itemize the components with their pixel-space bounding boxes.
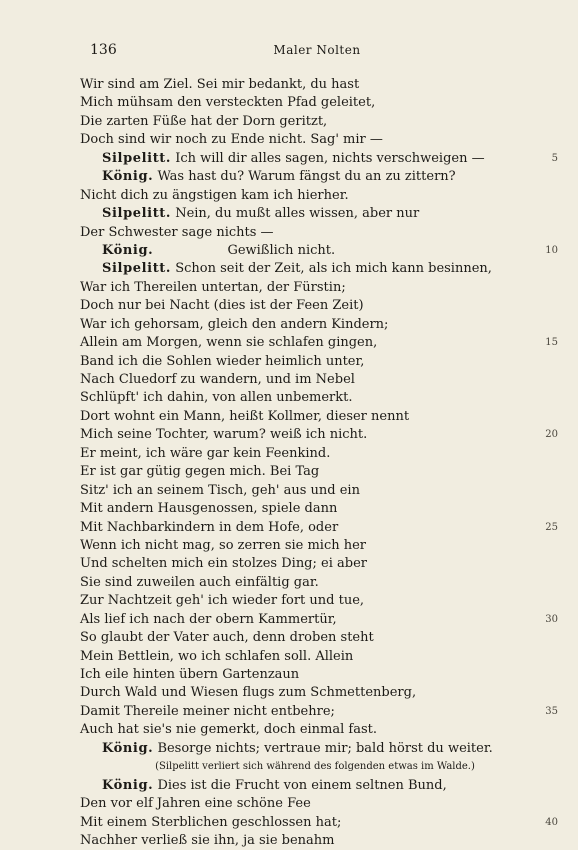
stage-direction-text: (Silpelitt verliert sich während des folgenden etwas im Walde.) — [155, 761, 475, 773]
line-number: 35 — [545, 705, 558, 717]
verse-line — [80, 371, 550, 389]
verse-text-content: So glaubt der Vater auch, denn droben steht — [80, 630, 374, 646]
verse-text-content: Schlüpft' ich dahin, von allen unbemerkt. — [80, 390, 353, 406]
verse-text-content: Mit andern Hausgenossen, spiele dann — [80, 501, 338, 517]
verse-text-content: Wir sind am Ziel. Sei mir bedankt, du hast — [80, 77, 360, 92]
verse-line — [80, 334, 558, 352]
verse-text-content: Dort wohnt ein Mann, heißt Kollmer, dieser nennt — [80, 408, 410, 424]
verse-text-content: Allein am Morgen, wenn sie schlafen gingen, — [80, 335, 378, 351]
speaker-name: König. — [102, 740, 154, 756]
verse-line — [80, 426, 558, 444]
running-title: Maler Nolten — [273, 43, 361, 57]
verse-line — [80, 76, 550, 94]
verse-text-content: Die zarten Füße hat der Dorn geritzt, — [80, 113, 328, 129]
verse-line — [80, 519, 558, 537]
verse-line — [80, 260, 550, 278]
verse-line — [80, 482, 550, 500]
verse-text-content: Wenn ich nicht mag, so zerren sie mich her — [80, 537, 367, 553]
verse-line — [80, 500, 550, 518]
verse-text-content: Mein Bettlein, wo ich schlafen soll. Allein — [80, 648, 354, 664]
verse-line — [80, 94, 550, 112]
verse-text-content: Doch nur bei Nacht (dies ist der Feen Zeit) — [80, 298, 364, 314]
verse-line — [80, 113, 550, 131]
verse-text-content: Zur Nachtzeit geh' ich wieder fort und tue, — [80, 593, 365, 609]
verse-text-content: Ich will dir alles sagen, nichts verschweigen — — [175, 150, 485, 166]
verse-text-content: Ich eile hinten übern Gartenzaun — [80, 667, 300, 682]
verse-line — [80, 574, 550, 592]
speaker-name: Silpelitt. — [102, 261, 172, 277]
speaker-name: Silpelitt. — [102, 150, 172, 166]
verse-text-content: Den vor elf Jahren eine schöne Fee — [80, 796, 311, 812]
verse-text-content: Nachher verließ sie ihn, ja sie benahm — [80, 832, 335, 848]
page-number: 136 — [90, 42, 117, 58]
verse-line — [80, 555, 550, 573]
verse-line — [80, 389, 550, 407]
verse-text-content: Nach Cluedorf zu wandern, und im Nebel — [80, 372, 355, 387]
verse-line — [80, 242, 558, 260]
verse-line — [80, 832, 550, 850]
verse-line — [80, 648, 550, 666]
verse-text-content: Damit Thereile meiner nicht entbehre; — [80, 703, 335, 719]
line-number: 30 — [545, 613, 558, 625]
verse-text-content: Schon seit der Zeit, als ich mich kann besinnen, — [175, 261, 492, 277]
speaker-name: König. — [102, 777, 154, 793]
verse-line — [80, 224, 550, 242]
verse-text — [80, 76, 558, 850]
verse-text-content: Nein, du mußt alles wissen, aber nur — [175, 206, 420, 222]
verse-line — [80, 168, 550, 186]
verse-text-content: Auch hat sie's nie gemerkt, doch einmal fast. — [80, 722, 378, 738]
verse-text-content: War ich Thereilen untertan, der Fürstin; — [80, 279, 346, 295]
verse-line — [80, 814, 558, 832]
verse-line — [80, 611, 558, 629]
verse-text-content: Mit Nachbarkindern in dem Hofe, oder — [80, 519, 339, 535]
verse-line — [80, 353, 550, 371]
verse-line — [80, 703, 558, 721]
verse-line — [80, 740, 550, 758]
verse-text-content: Gewißlich nicht. — [227, 242, 336, 258]
verse-line — [80, 131, 550, 149]
verse-text-content: Als lief ich nach der obern Kammertür, — [80, 611, 337, 627]
verse-text-content: Mich seine Tochter, warum? weiß ich nicht. — [80, 427, 368, 443]
verse-text-content: Dies ist die Frucht von einem seltnen Bund, — [157, 777, 447, 793]
page-header — [90, 42, 544, 62]
verse-text-content: War ich gehorsam, gleich den andern Kindern; — [80, 316, 389, 332]
verse-line — [80, 721, 550, 739]
verse-line — [80, 592, 550, 610]
verse-line — [80, 205, 550, 223]
line-number: 15 — [545, 337, 558, 349]
verse-line — [80, 297, 550, 315]
line-number: 10 — [545, 244, 558, 256]
verse-text-content: Er ist gar gütig gegen mich. Bei Tag — [80, 464, 320, 480]
verse-text-content: Besorge nichts; vertraue mir; bald hörst du weiter. — [157, 740, 493, 756]
verse-text-content: Doch sind wir noch zu Ende nicht. Sag' mir — — [80, 132, 383, 148]
verse-line — [80, 316, 550, 334]
speaker-name: Silpelitt. — [102, 206, 172, 222]
verse-line — [80, 463, 550, 481]
verse-line — [80, 150, 558, 168]
verse-line — [80, 537, 550, 555]
verse-text-content: Was hast du? Warum fängst du an zu zittern? — [157, 169, 456, 185]
verse-text-content: Nicht dich zu ängstigen kam ich hierher. — [80, 187, 349, 203]
verse-line — [80, 795, 550, 813]
line-number: 40 — [545, 816, 558, 828]
verse-text-content: Und schelten mich ein stolzes Ding; ei aber — [80, 556, 367, 572]
speaker-name: König. — [102, 169, 154, 185]
verse-line — [80, 777, 550, 795]
verse-line — [80, 666, 550, 684]
verse-text-content: Er meint, ich wäre gar kein Feenkind. — [80, 445, 331, 461]
line-number: 20 — [545, 429, 558, 441]
verse-text-content: Band ich die Sohlen wieder heimlich unter, — [80, 353, 365, 369]
verse-text-content: Durch Wald und Wiesen flugs zum Schmettenberg, — [80, 685, 417, 701]
verse-text-content: Mich mühsam den versteckten Pfad geleitet, — [80, 95, 376, 111]
verse-line — [80, 187, 550, 205]
verse-text-content: Mit einem Sterblichen geschlossen hat; — [80, 814, 342, 830]
speaker-name: König. — [102, 242, 154, 258]
verse-line — [80, 408, 550, 426]
line-number: 5 — [551, 152, 558, 164]
verse-line — [80, 684, 550, 702]
verse-text-content: Der Schwester sage nichts — — [80, 224, 274, 240]
verse-line — [80, 629, 550, 647]
line-number: 25 — [545, 521, 558, 533]
verse-text-content: Sie sind zuweilen auch einfältig gar. — [80, 574, 319, 590]
verse-line — [80, 445, 550, 463]
stage-direction — [80, 758, 550, 776]
verse-line — [80, 279, 550, 297]
verse-text-content: Sitz' ich an seinem Tisch, geh' aus und ein — [80, 482, 360, 498]
